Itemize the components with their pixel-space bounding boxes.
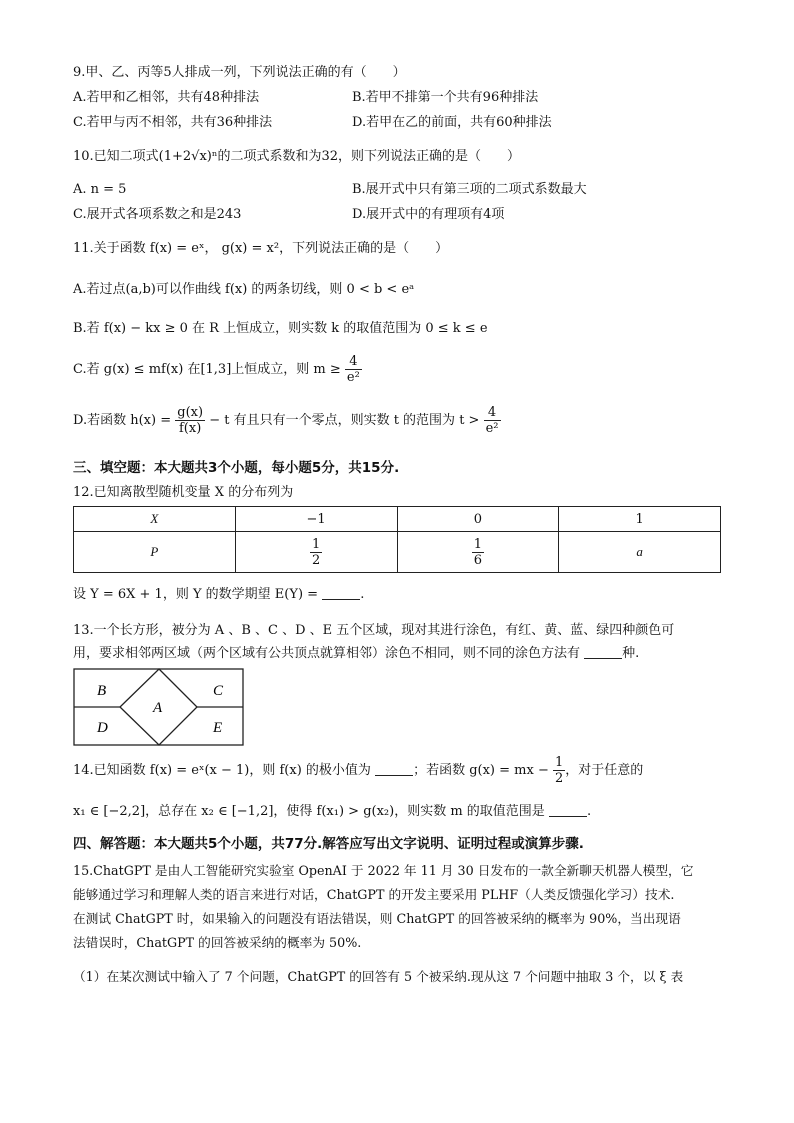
q11-option-c	[73, 354, 362, 385]
table-cell: −1	[235, 507, 397, 532]
table-cell: 1	[559, 507, 721, 532]
q14-denominator: 2	[554, 771, 564, 786]
section-4-heading: 四、解答题：本大题共5个小题，共77分.解答应写出文字说明、证明过程或演算步骤.	[73, 836, 584, 852]
label-c: C	[213, 683, 224, 699]
q12-after: 设 Y = 6X + 1，则 Y 的数学期望 E(Y) = .	[73, 587, 365, 602]
p1-numerator: 1	[311, 536, 321, 552]
q14-numerator: 1	[554, 755, 564, 770]
q11-option-d	[73, 405, 501, 436]
q13-line-1: 13.一个长方形，被分为 A 、B 、C 、D 、E 五个区域，现对其进行涂色，有红、黄、蓝、绿四种颜色可	[73, 623, 675, 638]
label-e: E	[213, 720, 223, 736]
label-d: D	[97, 720, 108, 736]
table-cell: P	[74, 532, 236, 573]
q14-line-1-a: 14.已知函数 f(x) = eˣ(x − 1)，则 f(x) 的极小值为	[73, 763, 371, 778]
q11-c-denominator: e²	[346, 370, 360, 385]
q9-option-d: D.若甲在乙的前面，共有60种排法	[352, 115, 552, 130]
q12-stem: 12.已知离散型随机变量 X 的分布列为	[73, 485, 294, 500]
q11-d-prefix: D.若函数 h(x) =	[73, 413, 172, 428]
q14-line-2: x₁ ∈ [−2,2]，总存在 x₂ ∈ [−1,2]，使得 f(x₁) > g(x₂)，则实数 m 的取值范围是 .	[73, 804, 592, 819]
q9-option-a: A.若甲和乙相邻，共有48种排法	[73, 90, 260, 105]
table-cell: 0	[397, 507, 559, 532]
q11-d-fraction	[175, 405, 205, 436]
q10-stem: 10.已知二项式(1+2√x)ⁿ的二项式系数和为32，则下列说法正确的是（ ）	[73, 149, 521, 164]
q14-line-1	[73, 755, 643, 786]
q11-d-numerator: g(x)	[177, 405, 204, 420]
region-diagram	[73, 668, 245, 748]
q10-option-a: A. n = 5	[73, 182, 127, 197]
answer-blank[interactable]	[584, 646, 622, 659]
distribution-table	[73, 506, 721, 573]
q11-d-denominator-2: e²	[485, 421, 499, 436]
q11-d-middle: − t 有且只有一个零点，则实数 t 的范围为 t >	[209, 413, 480, 428]
p2-fraction	[472, 537, 484, 568]
q10-option-c: C.展开式各项系数之和是243	[73, 207, 242, 222]
p1-denominator: 2	[311, 552, 321, 568]
q11-d-fraction-2	[484, 405, 501, 436]
table-cell: X	[74, 507, 236, 532]
answer-blank[interactable]	[549, 804, 587, 817]
label-b: B	[97, 683, 107, 699]
q13-line-2-end: 种.	[622, 646, 640, 661]
table-row	[74, 532, 721, 573]
answer-blank[interactable]	[375, 763, 413, 776]
p2-denominator: 6	[473, 552, 483, 568]
q14-line-2-text: x₁ ∈ [−2,2]，总存在 x₂ ∈ [−1,2]，使得 f(x₁) > g(x₂)，则实数 m 的取值范围是	[73, 804, 545, 819]
table-cell: a	[559, 532, 721, 573]
q14-line-1-c: ，对于任意的	[565, 763, 644, 778]
q11-c-numerator: 4	[345, 354, 362, 370]
q14-fraction	[553, 755, 565, 786]
q15-line-3: 在测试 ChatGPT 时，如果输入的问题没有语法错误，则 ChatGPT 的回答被采纳的概率为 90%，当出现语	[73, 911, 681, 926]
q14-line-1-b: ；若函数 g(x) = mx −	[413, 763, 549, 778]
q15-part-1: （1）在某次测试中输入了 7 个问题，ChatGPT 的回答有 5 个被采纳.现从这 7 个问题中抽取 3 个，以 ξ 表	[73, 969, 684, 984]
q9-option-b: B.若甲不排第一个共有96种排法	[352, 90, 539, 105]
label-a: A	[153, 700, 163, 716]
q9-stem: 9.甲、乙、丙等5人排成一列，下列说法正确的有（ ）	[73, 65, 406, 80]
q15-line-2: 能够通过学习和理解人类的语言来进行对话，ChatGPT 的开发主要采用 PLHF（人类反馈强化学习）技术.	[73, 887, 675, 902]
q10-option-b: B.展开式中只有第三项的二项式系数最大	[352, 182, 587, 197]
q15-line-4: 法错误时，ChatGPT 的回答被采纳的概率为 50%.	[73, 935, 362, 950]
table-row	[74, 507, 721, 532]
table-cell	[397, 532, 559, 573]
p1-fraction	[310, 537, 322, 568]
q9-option-c: C.若甲与丙不相邻，共有36种排法	[73, 115, 273, 130]
q11-c-fraction	[345, 354, 362, 385]
q11-c-prefix: C.若 g(x) ≤ mf(x) 在[1,3]上恒成立，则 m ≥	[73, 362, 341, 377]
section-3-heading: 三、填空题：本大题共3个小题，每小题5分，共15分.	[73, 460, 400, 476]
q11-d-numerator-2: 4	[484, 405, 501, 421]
q11-stem: 11.关于函数 f(x) = eˣ， g(x) = x²，下列说法正确的是（ ）	[73, 241, 449, 256]
table-cell	[235, 532, 397, 573]
answer-blank[interactable]	[322, 587, 360, 600]
q11-option-b: B.若 f(x) − kx ≥ 0 在 R 上恒成立，则实数 k 的取值范围为 0 ≤ k ≤ e	[73, 321, 488, 336]
p2-numerator: 1	[473, 536, 483, 552]
q15-line-1: 15.ChatGPT 是由人工智能研究实验室 OpenAI 于 2022 年 11 月 30 日发布的一款全新聊天机器人模型，它	[73, 863, 694, 878]
q13-line-2-text: 用，要求相邻两区域（两个区域有公共顶点就算相邻）涂色不相同，则不同的涂色方法有	[73, 646, 581, 661]
q13-line-2	[73, 645, 639, 663]
q12-after-text: 设 Y = 6X + 1，则 Y 的数学期望 E(Y) =	[73, 587, 319, 602]
q11-d-denominator: f(x)	[179, 421, 202, 436]
q10-option-d: D.展开式中的有理项有4项	[352, 207, 505, 222]
q11-option-a: A.若过点(a,b)可以作曲线 f(x) 的两条切线，则 0 < b < eᵃ	[73, 282, 415, 297]
